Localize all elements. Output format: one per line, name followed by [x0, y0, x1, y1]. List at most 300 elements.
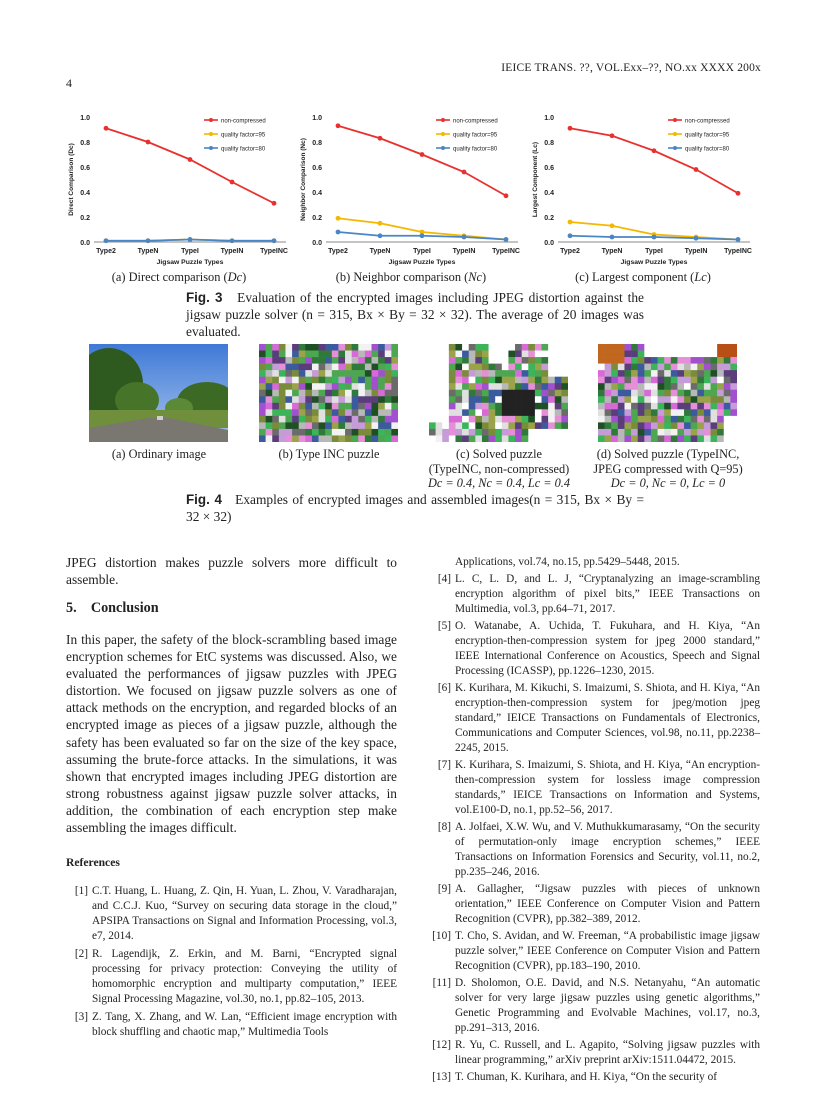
mosaic-block: [462, 383, 469, 390]
mosaic-block: [385, 422, 392, 429]
mosaic-block: [429, 416, 436, 423]
mosaic-block: [365, 416, 372, 423]
mosaic-block: [365, 403, 372, 410]
mosaic-block: [522, 377, 529, 384]
mosaic-block: [671, 396, 678, 403]
mosaic-block: [475, 364, 482, 371]
mosaic-block: [508, 409, 515, 416]
mosaic-block: [658, 364, 665, 371]
mosaic-block: [455, 364, 462, 371]
data-point: [568, 233, 573, 238]
mosaic-block: [358, 351, 365, 358]
mosaic-block: [455, 396, 462, 403]
mosaic-block: [325, 429, 332, 436]
mosaic-block: [449, 377, 456, 384]
mosaic-block: [475, 396, 482, 403]
mosaic-block: [352, 364, 359, 371]
mosaic-block: [730, 396, 737, 403]
mosaic-block: [671, 364, 678, 371]
mosaic-block: [338, 422, 345, 429]
mosaic-block: [312, 351, 319, 358]
mosaic-block: [561, 390, 568, 397]
mosaic-block: [697, 377, 704, 384]
mosaic-block: [378, 344, 385, 351]
mosaic-block: [449, 351, 456, 358]
mosaic-block: [664, 409, 671, 416]
mosaic-block: [561, 377, 568, 384]
mosaic-block: [475, 370, 482, 377]
mosaic-block: [305, 370, 312, 377]
mosaic-block: [664, 396, 671, 403]
mosaic-block: [391, 422, 398, 429]
mosaic-block: [542, 409, 549, 416]
mosaic-block: [372, 390, 379, 397]
mosaic-block: [515, 383, 522, 390]
mosaic-block: [618, 435, 625, 442]
legend-marker: [209, 146, 213, 150]
mosaic-block: [561, 409, 568, 416]
mosaic-block: [502, 390, 509, 397]
chart-direct-comparison: [64, 112, 294, 268]
mosaic-block: [548, 377, 555, 384]
mosaic-block: [528, 390, 535, 397]
series-line: [106, 128, 274, 203]
mosaic-block: [522, 435, 529, 442]
mosaic-block: [502, 377, 509, 384]
mosaic-block: [378, 416, 385, 423]
x-axis-label: Jigsaw Puzzle Types: [156, 259, 224, 266]
mosaic-block: [730, 357, 737, 364]
mosaic-block: [522, 364, 529, 371]
section-heading: 5. Conclusion: [66, 600, 159, 616]
mosaic-block: [436, 403, 443, 410]
mosaic-block: [535, 364, 542, 371]
mosaic-block: [385, 370, 392, 377]
mosaic-block: [462, 377, 469, 384]
mosaic-block: [711, 357, 718, 364]
mosaic-block: [272, 429, 279, 436]
mosaic-block: [325, 357, 332, 364]
mosaic-block: [724, 429, 731, 436]
mosaic-block: [358, 429, 365, 436]
mosaic-block: [299, 370, 306, 377]
mosaic-block: [319, 364, 326, 371]
mosaic-block: [528, 370, 535, 377]
mosaic-block: [548, 390, 555, 397]
mosaic-block: [391, 416, 398, 423]
mosaic-block: [292, 390, 299, 397]
mosaic-block: [691, 409, 698, 416]
mosaic-block: [489, 429, 496, 436]
mosaic-block: [442, 416, 449, 423]
mosaic-block: [711, 422, 718, 429]
mosaic-block: [372, 403, 379, 410]
mosaic-block: [449, 422, 456, 429]
mosaic-block: [631, 409, 638, 416]
mosaic-block: [598, 357, 605, 364]
mosaic-block: [305, 364, 312, 371]
mosaic-block: [449, 403, 456, 410]
mosaic-block: [299, 416, 306, 423]
mosaic-block: [704, 429, 711, 436]
mosaic-block: [697, 429, 704, 436]
mosaic-block: [502, 383, 509, 390]
mosaic-block: [495, 403, 502, 410]
mosaic-block: [697, 396, 704, 403]
mosaic-block: [378, 390, 385, 397]
references-left: [66, 884, 397, 1040]
mosaic-block: [624, 370, 631, 377]
mosaic-block: [697, 435, 704, 442]
mosaic-block: [332, 383, 339, 390]
mosaic-block: [312, 383, 319, 390]
mosaic-block: [677, 422, 684, 429]
mosaic-block: [345, 383, 352, 390]
mosaic-block: [535, 422, 542, 429]
mosaic-block: [495, 416, 502, 423]
mosaic-block: [299, 435, 306, 442]
mosaic-block: [312, 409, 319, 416]
mosaic-block: [522, 429, 529, 436]
x-axis-label: Jigsaw Puzzle Types: [388, 259, 456, 266]
mosaic-block: [299, 383, 306, 390]
y-tick-label: 0.4: [80, 190, 90, 197]
mosaic-block: [611, 364, 618, 371]
mosaic-block: [561, 344, 568, 351]
mosaic-block: [724, 383, 731, 390]
mosaic-block: [555, 364, 562, 371]
mosaic-block: [345, 344, 352, 351]
mosaic-block: [611, 396, 618, 403]
mosaic-block: [691, 422, 698, 429]
mosaic-block: [658, 377, 665, 384]
mosaic-block: [365, 390, 372, 397]
mosaic-block: [365, 377, 372, 384]
mosaic-block: [611, 422, 618, 429]
mosaic-block: [285, 377, 292, 384]
mosaic-block: [644, 357, 651, 364]
mosaic-block: [372, 370, 379, 377]
mosaic-block: [711, 351, 718, 358]
mosaic-block: [285, 435, 292, 442]
mosaic-block: [548, 351, 555, 358]
legend-marker: [673, 132, 677, 136]
mosaic-block: [561, 403, 568, 410]
mosaic-block: [391, 435, 398, 442]
mosaic-block: [697, 383, 704, 390]
mosaic-block: [391, 409, 398, 416]
mosaic-block: [279, 383, 286, 390]
mosaic-block: [724, 396, 731, 403]
mosaic-block: [442, 403, 449, 410]
data-point: [420, 233, 425, 238]
mosaic-block: [312, 416, 319, 423]
mosaic-block: [312, 344, 319, 351]
mosaic-block: [651, 383, 658, 390]
mosaic-block: [442, 390, 449, 397]
mosaic-block: [345, 390, 352, 397]
mosaic-block: [279, 351, 286, 358]
mosaic-block: [624, 422, 631, 429]
mosaic-block: [495, 422, 502, 429]
mosaic-block: [535, 383, 542, 390]
mosaic-block: [455, 377, 462, 384]
data-point: [462, 170, 467, 175]
mosaic-block: [266, 403, 273, 410]
mosaic-block: [436, 364, 443, 371]
mosaic-block: [671, 357, 678, 364]
mosaic-block: [385, 351, 392, 358]
mosaic-block: [352, 390, 359, 397]
mosaic-block: [611, 344, 618, 351]
mosaic-block: [272, 364, 279, 371]
mosaic-block: [352, 357, 359, 364]
mosaic-block: [482, 409, 489, 416]
mosaic-block: [644, 396, 651, 403]
mosaic-block: [266, 370, 273, 377]
mosaic-block: [605, 429, 612, 436]
mosaic-block: [548, 422, 555, 429]
mosaic-block: [697, 370, 704, 377]
mosaic-block: [272, 344, 279, 351]
mosaic-block: [624, 416, 631, 423]
mosaic-block: [502, 344, 509, 351]
mosaic-block: [598, 429, 605, 436]
mosaic-block: [611, 409, 618, 416]
mosaic-block: [658, 416, 665, 423]
mosaic-block: [542, 370, 549, 377]
mosaic-block: [624, 390, 631, 397]
mosaic-block: [358, 403, 365, 410]
legend-marker: [441, 146, 445, 150]
mosaic-block: [644, 429, 651, 436]
mosaic-block: [508, 370, 515, 377]
mosaic-block: [292, 377, 299, 384]
mosaic-block: [717, 422, 724, 429]
mosaic-block: [475, 383, 482, 390]
mosaic-block: [292, 435, 299, 442]
mosaic-block: [651, 422, 658, 429]
mosaic-block: [684, 370, 691, 377]
mosaic-block: [515, 370, 522, 377]
mosaic-block: [429, 390, 436, 397]
mosaic-block: [455, 357, 462, 364]
mosaic-block: [332, 416, 339, 423]
mosaic-block: [436, 357, 443, 364]
mosaic-block: [658, 403, 665, 410]
mosaic-block: [345, 377, 352, 384]
mosaic-block: [372, 364, 379, 371]
mosaic-block: [285, 429, 292, 436]
mosaic-block: [305, 390, 312, 397]
mosaic-block: [638, 416, 645, 423]
mosaic-block: [489, 357, 496, 364]
mosaic-block: [442, 357, 449, 364]
mosaic-block: [358, 422, 365, 429]
mosaic-block: [259, 396, 266, 403]
mosaic-block: [555, 416, 562, 423]
mosaic-block: [664, 377, 671, 384]
mosaic-block: [677, 429, 684, 436]
mosaic-block: [338, 383, 345, 390]
mosaic-block: [391, 344, 398, 351]
data-point: [188, 157, 193, 162]
mosaic-block: [319, 416, 326, 423]
mosaic-block: [502, 435, 509, 442]
mosaic-block: [515, 344, 522, 351]
mosaic-block: [624, 435, 631, 442]
mosaic-block: [535, 435, 542, 442]
mosaic-block: [312, 370, 319, 377]
mosaic-block: [391, 403, 398, 410]
mosaic-block: [292, 364, 299, 371]
mosaic-block: [319, 409, 326, 416]
fig3-label: Fig. 3: [186, 290, 223, 305]
mosaic-block: [462, 435, 469, 442]
mosaic-block: [442, 396, 449, 403]
mosaic-block: [332, 377, 339, 384]
mosaic-block: [717, 409, 724, 416]
mosaic-block: [697, 357, 704, 364]
mosaic-block: [469, 396, 476, 403]
legend-label: quality factor=80: [685, 146, 730, 153]
mosaic-block: [691, 344, 698, 351]
data-point: [652, 148, 657, 153]
mosaic-block: [555, 357, 562, 364]
mosaic-block: [469, 344, 476, 351]
mosaic-block: [651, 403, 658, 410]
mosaic-block: [272, 351, 279, 358]
mosaic-block: [624, 344, 631, 351]
data-point: [504, 237, 509, 242]
mosaic-block: [664, 357, 671, 364]
mosaic-block: [638, 351, 645, 358]
mosaic-block: [671, 383, 678, 390]
mosaic-block: [372, 344, 379, 351]
mosaic-block: [631, 377, 638, 384]
mosaic-block: [489, 383, 496, 390]
mosaic-block: [638, 435, 645, 442]
mosaic-block: [561, 370, 568, 377]
mosaic-block: [299, 403, 306, 410]
mosaic-block: [664, 422, 671, 429]
mosaic-block: [299, 351, 306, 358]
mosaic-block: [548, 344, 555, 351]
mosaic-block: [345, 435, 352, 442]
mosaic-block: [548, 435, 555, 442]
mosaic-block: [442, 370, 449, 377]
mosaic-block: [272, 416, 279, 423]
mosaic-block: [469, 422, 476, 429]
mosaic-block: [449, 370, 456, 377]
legend-marker: [209, 118, 213, 122]
mosaic-block: [618, 383, 625, 390]
mosaic-block: [638, 429, 645, 436]
mosaic-block: [651, 377, 658, 384]
mosaic-block: [644, 403, 651, 410]
mosaic-block: [266, 416, 273, 423]
mosaic-block: [455, 435, 462, 442]
reference-item: [2] R. Lagendijk, Z. Erkin, and M. Barni, “Encrypted signal processing for privacy protection: Conveying the utility of homomorphic encryption and multiparty computation,” IEEE Signal Processing Magazine, vol.30, no.1, pp.82–105, 2013.: [74, 948, 397, 1005]
y-tick-label: 0.0: [312, 240, 322, 247]
mosaic-block: [272, 377, 279, 384]
mosaic-block: [664, 364, 671, 371]
mosaic-block: [305, 403, 312, 410]
mosaic-block: [345, 422, 352, 429]
mosaic-block: [618, 390, 625, 397]
mosaic-block: [605, 383, 612, 390]
mosaic-block: [542, 435, 549, 442]
data-point: [230, 180, 235, 185]
mosaic-block: [372, 377, 379, 384]
mosaic-block: [548, 429, 555, 436]
x-tick-label: TypeN: [369, 248, 391, 255]
mosaic-block: [535, 344, 542, 351]
mosaic-block: [677, 351, 684, 358]
mosaic-block: [345, 351, 352, 358]
mosaic-block: [332, 403, 339, 410]
mosaic-block: [436, 351, 443, 358]
mosaic-block: [664, 390, 671, 397]
mosaic-block: [638, 396, 645, 403]
mosaic-block: [279, 364, 286, 371]
mosaic-block: [638, 364, 645, 371]
mosaic-block: [515, 377, 522, 384]
mosaic-block: [385, 416, 392, 423]
data-point: [378, 136, 383, 141]
mosaic-block: [671, 351, 678, 358]
mosaic-block: [598, 344, 605, 351]
mosaic-block: [631, 364, 638, 371]
mosaic-block: [605, 390, 612, 397]
mosaic-block: [449, 364, 456, 371]
x-tick-label: TypeIN: [684, 248, 708, 255]
mosaic-block: [644, 351, 651, 358]
mosaic-block: [319, 344, 326, 351]
mosaic-block: [378, 357, 385, 364]
mosaic-block: [469, 435, 476, 442]
mosaic-block: [338, 370, 345, 377]
mosaic-block: [724, 390, 731, 397]
mosaic-block: [352, 403, 359, 410]
mosaic-block: [618, 357, 625, 364]
mosaic-block: [429, 344, 436, 351]
mosaic-block: [522, 422, 529, 429]
mosaic-block: [724, 422, 731, 429]
mosaic-block: [482, 364, 489, 371]
data-point: [420, 152, 425, 157]
mosaic-block: [325, 435, 332, 442]
mosaic-block: [664, 403, 671, 410]
mosaic-block: [528, 383, 535, 390]
mosaic-block: [299, 377, 306, 384]
mosaic-block: [332, 422, 339, 429]
mosaic-block: [704, 344, 711, 351]
mosaic-block: [378, 409, 385, 416]
mosaic-block: [638, 370, 645, 377]
mosaic-block: [285, 390, 292, 397]
mosaic-block: [618, 377, 625, 384]
mosaic-block: [462, 422, 469, 429]
mosaic-block: [508, 435, 515, 442]
mosaic-block: [624, 383, 631, 390]
y-tick-label: 0.2: [544, 215, 554, 222]
mosaic-block: [515, 429, 522, 436]
mosaic-block: [677, 396, 684, 403]
mosaic-block: [555, 409, 562, 416]
mosaic-block: [259, 422, 266, 429]
mosaic-block: [717, 403, 724, 410]
